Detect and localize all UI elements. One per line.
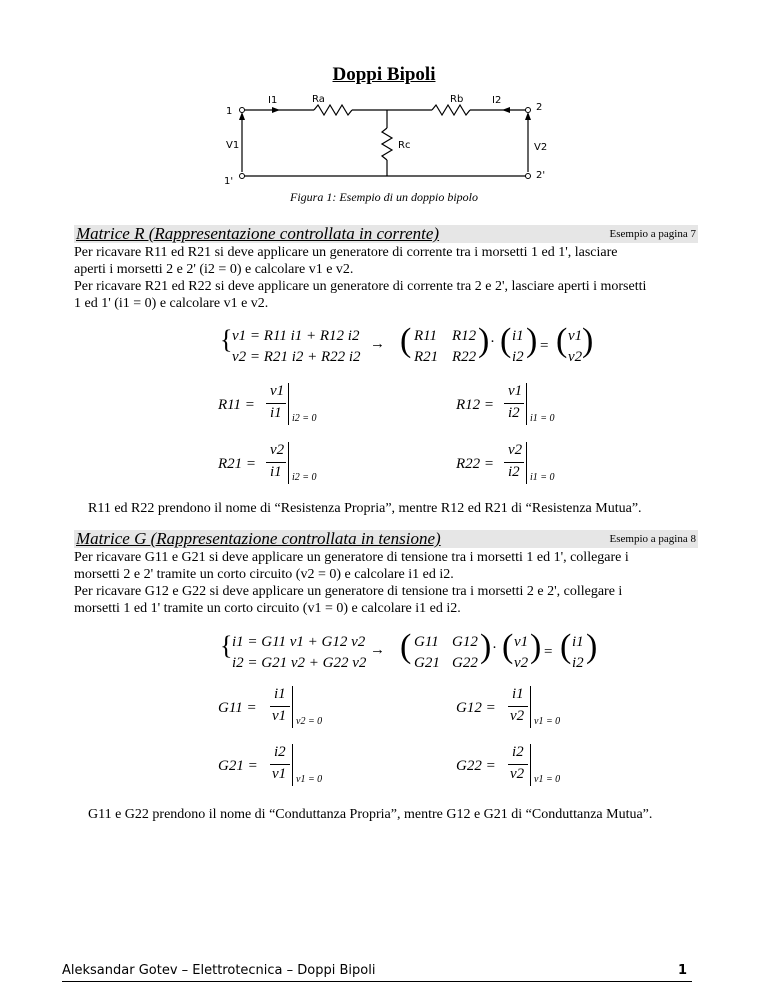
def-denominator: v1	[272, 766, 287, 782]
def-condition: v1 = 0	[534, 774, 561, 785]
def-lhs: R12 =	[456, 397, 495, 413]
figure-caption: Figura 1: Esempio di un doppio bipolo	[290, 190, 478, 204]
paragraph-line: 1 ed 1' (i1 = 0) e calcolare v1 e v2.	[74, 296, 269, 311]
matrix-paren-right: )	[480, 628, 492, 665]
def-numerator: i1	[512, 686, 524, 702]
evaluation-bar	[530, 686, 531, 728]
section-r-note: R11 ed R22 prendono il nome di “Resistenza Propria”, mentre R12 ed R21 di “Resistenza Mutua”.	[88, 501, 642, 516]
section-r-heading: Matrice R (Rappresentazione controllata in corrente)	[76, 224, 440, 243]
def-denominator: i2	[508, 405, 520, 421]
matrix-d: R22	[452, 349, 477, 365]
matrix-c: G21	[414, 655, 440, 671]
fraction-bar	[266, 462, 286, 463]
def-lhs: G11 =	[218, 700, 257, 716]
fraction-bar	[270, 706, 290, 707]
evaluation-bar	[292, 744, 293, 786]
def-condition: i2 = 0	[292, 472, 317, 483]
vector-paren-left: (	[502, 628, 514, 665]
def-condition: v1 = 0	[296, 774, 323, 785]
voltage-v2-label: V2	[534, 142, 548, 153]
paragraph-line: aperti i morsetti 2 e 2' (i2 = 0) e calcolare v1 e v2.	[74, 262, 354, 277]
vector-paren-right: )	[582, 322, 594, 359]
vector-y1: v1	[568, 328, 583, 344]
dot-operator: ·	[492, 640, 497, 656]
vector-paren-left: (	[560, 628, 572, 665]
brace-left: {	[220, 325, 233, 354]
paragraph-line: Per ricavare R11 ed R21 si deve applicare un generatore di corrente tra i morsetti 1 ed 1', lasciare	[74, 245, 618, 260]
def-numerator: i1	[274, 686, 286, 702]
def-denominator: i2	[508, 464, 520, 480]
equals-sign: =	[540, 338, 549, 354]
matrix-paren-left: (	[400, 628, 412, 665]
def-numerator: v2	[270, 442, 285, 458]
fraction-bar	[270, 764, 290, 765]
def-lhs: G22 =	[456, 758, 496, 774]
implies-arrow: →	[370, 642, 385, 658]
def-condition: i2 = 0	[292, 413, 317, 424]
def-lhs: R11 =	[218, 397, 255, 413]
def-lhs: R22 =	[456, 456, 495, 472]
def-numerator: v1	[270, 383, 285, 399]
evaluation-bar	[288, 442, 289, 484]
fraction-bar	[266, 403, 286, 404]
terminal-1p-label: 1'	[224, 176, 234, 187]
page-title: Doppi Bipoli	[332, 64, 436, 85]
vector-paren-left: (	[500, 322, 512, 359]
section-g-heading-bar	[74, 530, 698, 548]
resistor-rc-label: Rc	[398, 140, 411, 151]
fraction-bar	[508, 706, 528, 707]
system-eq-1: i1 = G11 v1 + G12 v2	[232, 634, 366, 650]
def-denominator: v1	[272, 708, 287, 724]
section-r-example-link[interactable]: Esempio a pagina 7	[609, 228, 696, 240]
def-numerator: i2	[274, 744, 286, 760]
current-i1-label: I1	[268, 95, 278, 106]
matrix-paren-right: )	[478, 322, 490, 359]
vector-paren-right: )	[526, 322, 538, 359]
evaluation-bar	[530, 744, 531, 786]
paragraph-line: morsetti 1 ed 1' tramite un corto circuito (v1 = 0) e calcolare i1 ed i2.	[74, 601, 461, 616]
vector-y1: i1	[572, 634, 584, 650]
matrix-a: G11	[414, 634, 439, 650]
vector-paren-right: )	[530, 628, 542, 665]
current-i2-label: I2	[492, 95, 502, 106]
vector-paren-left: (	[556, 322, 568, 359]
fraction-bar	[508, 764, 528, 765]
footer-text: Aleksandar Gotev – Elettrotecnica – Doppi Bipoli	[62, 963, 376, 978]
def-denominator: i1	[270, 464, 282, 480]
def-lhs: R21 =	[218, 456, 257, 472]
implies-arrow: →	[370, 336, 385, 352]
resistor-ra-label: Ra	[312, 94, 325, 105]
resistor-rb-label: Rb	[450, 94, 464, 105]
paragraph-line: Per ricavare R21 ed R22 si deve applicare un generatore di corrente tra 2 e 2', lasciare aperti i morsetti	[74, 279, 647, 294]
matrix-paren-left: (	[400, 322, 412, 359]
terminal-1-label: 1	[226, 106, 233, 117]
def-lhs: G21 =	[218, 758, 258, 774]
section-g-example-link[interactable]: Esempio a pagina 8	[609, 533, 696, 545]
vector-x1: i1	[512, 328, 524, 344]
equals-sign: =	[544, 644, 553, 660]
paragraph-line: Per ricavare G11 e G21 si deve applicare un generatore di tensione tra i morsetti 1 ed 1', collegare i	[74, 550, 629, 565]
terminal-2p-label: 2'	[536, 170, 546, 181]
system-eq-2: i2 = G21 v2 + G22 v2	[232, 655, 367, 671]
matrix-d: G22	[452, 655, 478, 671]
vector-x1: v1	[514, 634, 529, 650]
vector-paren-right: )	[586, 628, 598, 665]
def-denominator: i1	[270, 405, 282, 421]
vector-y2: v2	[568, 349, 583, 365]
vector-x2: i2	[512, 349, 524, 365]
vector-x2: v2	[514, 655, 529, 671]
two-port-circuit-figure	[222, 92, 552, 192]
dot-operator: ·	[490, 334, 495, 350]
evaluation-bar	[526, 383, 527, 425]
section-g-note: G11 e G22 prendono il nome di “Conduttanza Propria”, mentre G12 e G21 di “Conduttanza Mutua”.	[88, 807, 653, 822]
def-numerator: v1	[508, 383, 523, 399]
section-g-paragraph	[74, 549, 704, 617]
matrix-c: R21	[414, 349, 439, 365]
def-condition: v2 = 0	[296, 716, 323, 727]
section-r-heading-bar	[74, 225, 698, 243]
def-denominator: v2	[510, 708, 525, 724]
system-eq-2: v2 = R21 i2 + R22 i2	[232, 349, 361, 365]
brace-left: {	[220, 631, 233, 660]
terminal-2-label: 2	[536, 102, 543, 113]
matrix-b: R12	[452, 328, 477, 344]
paragraph-line: morsetti 2 e 2' tramite un corto circuito (v2 = 0) e calcolare i1 ed i2.	[74, 567, 454, 582]
def-condition: i1 = 0	[530, 413, 555, 424]
matrix-a: R11	[414, 328, 438, 344]
evaluation-bar	[288, 383, 289, 425]
def-denominator: v2	[510, 766, 525, 782]
def-numerator: v2	[508, 442, 523, 458]
def-condition: i1 = 0	[530, 472, 555, 483]
evaluation-bar	[292, 686, 293, 728]
system-eq-1: v1 = R11 i1 + R12 i2	[232, 328, 360, 344]
page-number: 1	[678, 963, 688, 978]
evaluation-bar	[526, 442, 527, 484]
section-g-heading: Matrice G (Rappresentazione controllata in tensione)	[76, 529, 441, 548]
vector-y2: i2	[572, 655, 584, 671]
voltage-v1-label: V1	[226, 140, 240, 151]
fraction-bar	[504, 462, 524, 463]
def-lhs: G12 =	[456, 700, 496, 716]
section-r-paragraph	[74, 244, 704, 312]
fraction-bar	[504, 403, 524, 404]
def-numerator: i2	[512, 744, 524, 760]
def-condition: v1 = 0	[534, 716, 561, 727]
footer-rule	[62, 981, 692, 982]
paragraph-line: Per ricavare G12 e G22 si deve applicare un generatore di tensione tra i morsetti 2 e 2', collegare i	[74, 584, 623, 599]
matrix-b: G12	[452, 634, 478, 650]
